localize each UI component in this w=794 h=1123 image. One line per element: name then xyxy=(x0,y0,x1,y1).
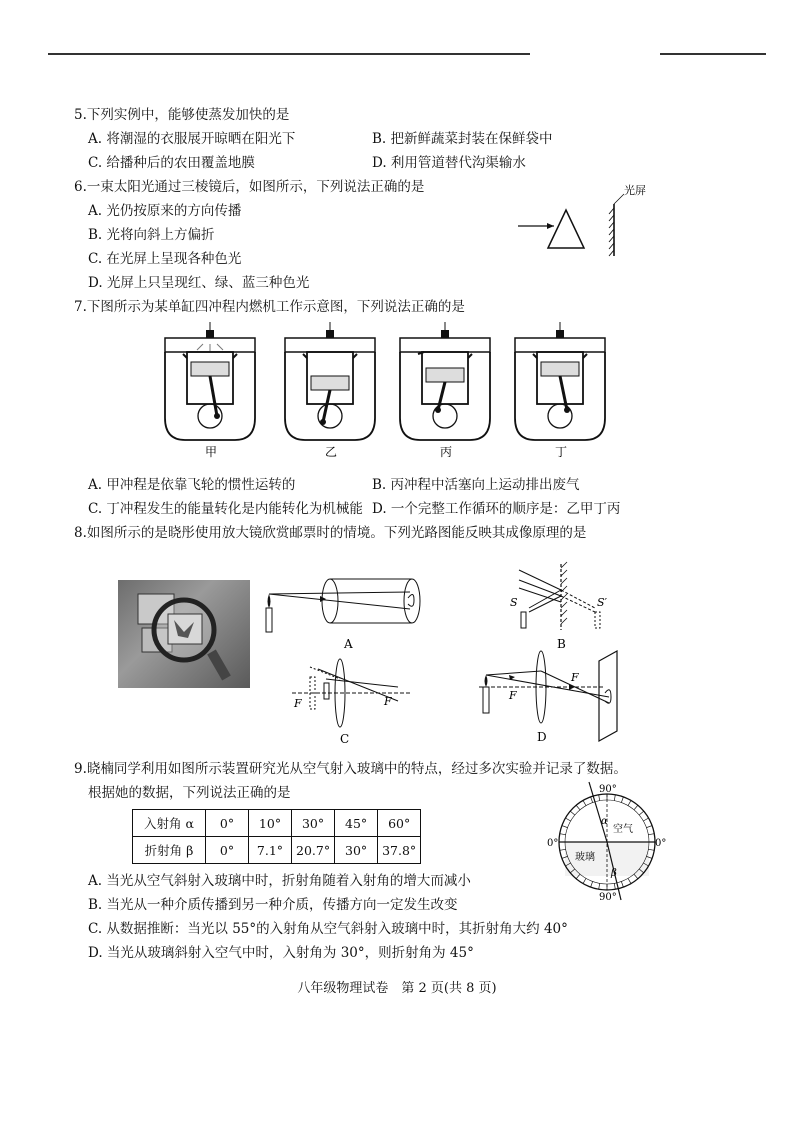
diagram-c-f-left: F xyxy=(294,697,302,710)
disc-tick xyxy=(576,805,580,810)
q9-option-d: D. 当光从玻璃斜射入空气中时，入射角为 30°，则折射角为 45° xyxy=(88,945,474,961)
diagram-b-s: S xyxy=(510,596,518,609)
diagram-c-f-right: F xyxy=(384,695,392,708)
header-rule-right xyxy=(660,53,766,55)
table-cell: 10° xyxy=(249,810,292,837)
disc-tick xyxy=(621,881,623,887)
table-cell: 30° xyxy=(335,837,378,864)
disc-tick xyxy=(634,805,638,810)
table-cell: 37.8° xyxy=(378,837,421,864)
diagram-d-label: D xyxy=(537,730,547,744)
table-row xyxy=(133,837,421,864)
q5-option-b: B. 把新鲜蔬菜封装在保鲜袋中 xyxy=(372,131,553,147)
table-row-label: 入射角 α xyxy=(133,810,206,837)
q6-option-a: A. 光仍按原来的方向传播 xyxy=(88,203,242,219)
disc-tick xyxy=(648,849,654,850)
engine-yi xyxy=(285,322,375,440)
q7-option-b: B. 丙冲程中活塞向上运动排出废气 xyxy=(372,477,580,493)
table-cell: 20.7° xyxy=(292,837,335,864)
disc-tick xyxy=(560,834,566,835)
diagram-b xyxy=(505,560,615,656)
q9-option-c: C. 从数据推断：当光以 55°的入射角从空气斜射入玻璃中时，其折射角大约 40° xyxy=(88,921,568,937)
refraction-disc xyxy=(545,780,670,905)
q9-data-table xyxy=(132,809,421,864)
disc-right-label: 0° xyxy=(655,838,667,849)
diagram-b-label: B xyxy=(557,637,566,651)
disc-tick xyxy=(648,834,654,835)
diagram-c-label: C xyxy=(340,732,350,746)
q6-option-b: B. 光将向斜上方偏折 xyxy=(88,227,215,243)
screen-label: 光屏 xyxy=(624,184,646,197)
table-cell: 60° xyxy=(378,810,421,837)
engine-ding xyxy=(515,322,605,440)
table-cell: 30° xyxy=(292,810,335,837)
disc-tick xyxy=(614,883,615,889)
disc-tick xyxy=(565,818,570,821)
q7-option-a: A. 甲冲程是依靠飞轮的惯性运转的 xyxy=(88,477,296,493)
disc-left-label: 0° xyxy=(547,838,559,849)
diagram-a-label: A xyxy=(344,637,353,651)
q9-option-b: B. 当光从一种介质传播到另一种介质，传播方向一定发生改变 xyxy=(88,897,458,913)
disc-air-label: 空气 xyxy=(613,824,633,835)
disc-tick xyxy=(591,797,593,803)
q9-stem-line2: 根据她的数据，下列说法正确的是 xyxy=(88,785,291,801)
disc-glass-label: 玻璃 xyxy=(575,852,595,863)
magnifier-photo xyxy=(118,580,250,688)
engine-label-jia: 甲 xyxy=(205,445,218,459)
table-cell: 0° xyxy=(206,810,249,837)
disc-alpha-label: α xyxy=(601,816,608,827)
q7-option-c: C. 丁冲程发生的能量转化是内能转化为机械能 xyxy=(88,501,363,517)
diagram-a xyxy=(262,574,442,652)
q5-option-c: C. 给播种后的农田覆盖地膜 xyxy=(88,155,255,171)
disc-tick xyxy=(621,797,623,803)
disc-tick xyxy=(583,800,586,805)
q9-stem-line1: 9.晓楠同学利用如图所示装置研究光从空气射入玻璃中的特点，经过多次实验并记录了数据。 xyxy=(74,761,627,777)
disc-tick xyxy=(643,818,648,821)
disc-tick xyxy=(614,795,615,801)
engine-label-bing: 丙 xyxy=(440,445,453,459)
engine-diagrams xyxy=(150,318,620,463)
disc-bottom-label: 90° xyxy=(599,892,617,903)
diagram-b-s-prime: S′ xyxy=(597,596,608,609)
disc-tick xyxy=(639,811,644,815)
q8-stem: 8.如图所示的是晓彤使用放大镜欣赏邮票时的情境。下列光路图能反映其成像原理的是 xyxy=(74,525,587,541)
q5-option-d: D. 利用管道替代沟渠输水 xyxy=(372,155,526,171)
diagram-d-f-left: F xyxy=(509,689,517,702)
q7-option-d: D. 一个完整工作循环的顺序是：乙甲丁丙 xyxy=(372,501,621,517)
disc-tick xyxy=(628,878,631,883)
prism-diagram xyxy=(510,178,670,258)
page-footer: 八年级物理试卷 第 2 页(共 8 页) xyxy=(297,981,497,996)
q6-stem: 6.一束太阳光通过三棱镜后，如图所示，下列说法正确的是 xyxy=(74,179,425,195)
diagram-d xyxy=(475,645,635,745)
q6-option-c: C. 在光屏上呈现各种色光 xyxy=(88,251,242,267)
table-cell: 7.1° xyxy=(249,837,292,864)
engine-label-ding: 丁 xyxy=(555,445,568,459)
disc-top-label: 90° xyxy=(599,784,617,795)
disc-tick xyxy=(599,795,600,801)
disc-tick xyxy=(628,800,631,805)
q5-option-a: A. 将潮湿的衣服展开晾晒在阳光下 xyxy=(88,131,296,147)
engine-bing xyxy=(400,322,490,440)
table-cell: 45° xyxy=(335,810,378,837)
header-rule-left xyxy=(48,53,530,55)
q7-stem: 7.下图所示为某单缸四冲程内燃机工作示意图，下列说法正确的是 xyxy=(74,299,465,315)
table-row xyxy=(133,810,421,837)
disc-tick xyxy=(646,826,652,828)
disc-tick xyxy=(560,849,566,850)
disc-tick xyxy=(562,826,568,828)
disc-tick xyxy=(570,811,575,815)
disc-tick xyxy=(591,881,593,887)
table-cell: 0° xyxy=(206,837,249,864)
diagram-c xyxy=(290,655,420,747)
engine-jia xyxy=(165,322,255,440)
q5-stem: 5.下列实例中，能够使蒸发加快的是 xyxy=(74,107,290,123)
disc-beta-label: β xyxy=(611,868,617,879)
q6-option-d: D. 光屏上只呈现红、绿、蓝三种色光 xyxy=(88,275,310,291)
diagram-d-f-right: F xyxy=(571,671,579,684)
engine-label-yi: 乙 xyxy=(325,445,338,459)
table-row-label: 折射角 β xyxy=(133,837,206,864)
q9-option-a: A. 当光从空气斜射入玻璃中时，折射角随着入射角的增大而减小 xyxy=(88,873,471,889)
disc-tick xyxy=(583,878,586,883)
disc-tick xyxy=(599,883,600,889)
